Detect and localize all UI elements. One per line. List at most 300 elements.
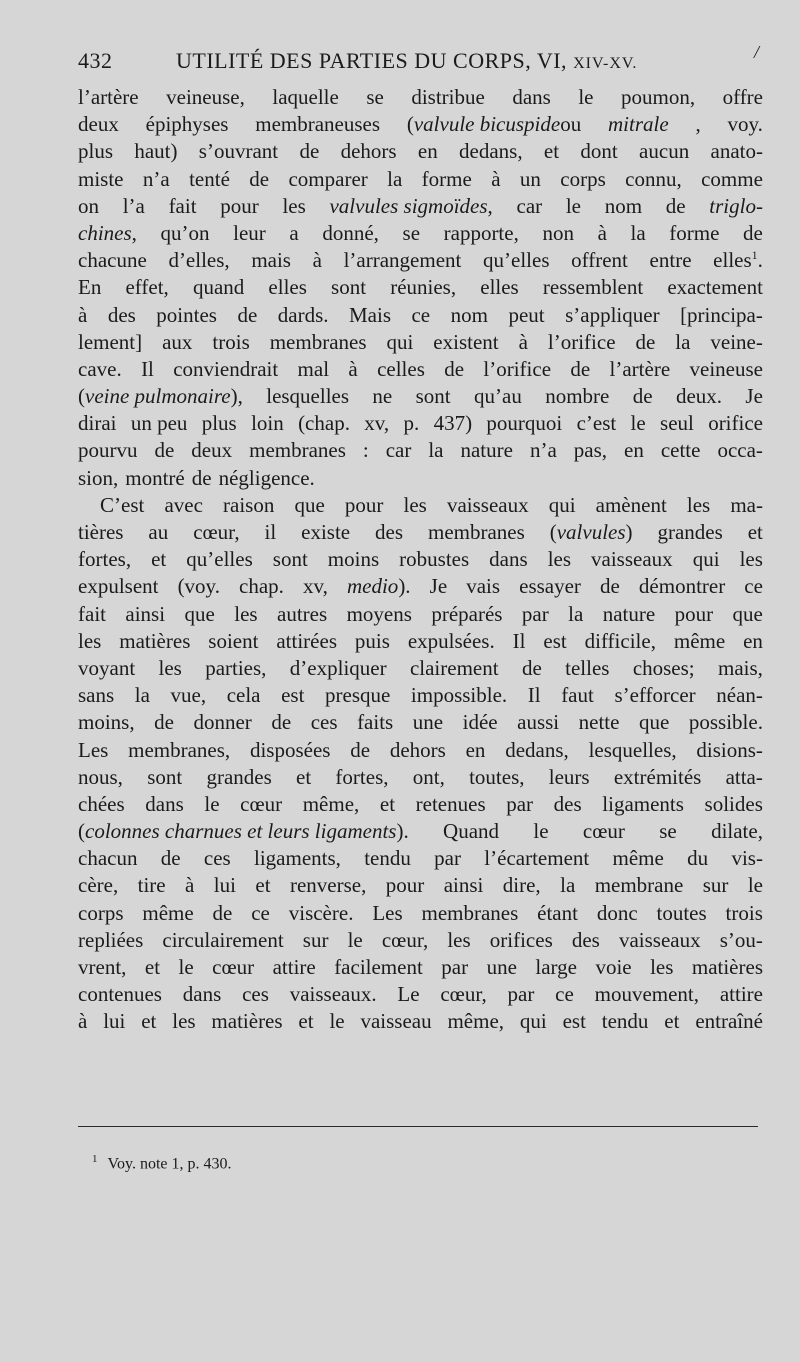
- word-part: aussi: [517, 710, 560, 735]
- word: [380, 791, 395, 818]
- word-part: membranes: [427, 520, 525, 544]
- word: [290, 655, 387, 682]
- word-part: n’a: [142, 166, 170, 191]
- italic-term: mitrale: [608, 112, 669, 137]
- word: [487, 954, 517, 981]
- word-part: et: [664, 1009, 680, 1034]
- word-part: lesquelles: [266, 384, 350, 409]
- word: [204, 791, 219, 818]
- word-part: l’orifice: [547, 329, 616, 354]
- word-part: dirai: [78, 411, 117, 436]
- word-part: la: [568, 601, 584, 626]
- word-part: faut: [561, 683, 594, 708]
- word: [141, 1008, 156, 1035]
- word-part: ligaments,: [254, 846, 341, 871]
- word-part: moins,: [78, 710, 135, 735]
- word-part: ces: [310, 710, 338, 735]
- word-part: dans: [512, 85, 551, 109]
- word-part: au: [148, 520, 169, 544]
- word: [294, 492, 324, 519]
- word-part: Quand: [443, 819, 500, 844]
- word: [730, 492, 763, 519]
- word-part: cœur: [212, 955, 255, 979]
- text-line: [78, 220, 763, 247]
- word-part: orifice: [708, 411, 763, 436]
- word: [716, 682, 763, 709]
- word-part: forme: [669, 220, 720, 245]
- word-part: offre: [722, 85, 763, 109]
- text-line: [78, 138, 763, 165]
- word-part: ce: [555, 982, 574, 1007]
- word-part: à: [185, 873, 195, 898]
- text-line: [78, 111, 763, 138]
- word: [271, 709, 291, 736]
- word-part: toutes,: [469, 764, 525, 789]
- text-line: [78, 709, 763, 736]
- text-line: [78, 818, 763, 845]
- word: [249, 437, 346, 464]
- word-part: ces: [242, 982, 269, 1007]
- word: [164, 492, 202, 519]
- word: [220, 193, 259, 220]
- word: [202, 410, 237, 437]
- word: [154, 709, 174, 736]
- word: [328, 546, 379, 573]
- word-part: vaisseaux: [618, 927, 701, 952]
- word: [517, 709, 559, 736]
- word-part: exactement: [667, 275, 763, 300]
- word: [633, 383, 653, 410]
- word: [447, 1008, 504, 1035]
- word-part: dedans,: [459, 139, 523, 164]
- footnote: [92, 1153, 232, 1173]
- word: [78, 709, 135, 736]
- word-part: raison: [223, 492, 275, 517]
- word: [78, 818, 409, 845]
- word-part: mal: [297, 356, 330, 381]
- word: [659, 818, 677, 845]
- word: [466, 737, 486, 764]
- word: [159, 655, 182, 682]
- word: [186, 546, 252, 573]
- word-part: vis-: [731, 846, 763, 871]
- word: [542, 220, 574, 247]
- word: [416, 383, 451, 410]
- word-part: tire: [137, 873, 166, 898]
- word-part: des: [375, 520, 404, 544]
- word: [255, 872, 270, 899]
- word-part: offrent: [571, 248, 628, 273]
- word: [563, 1008, 586, 1035]
- italic-term: colonnes charnues et leurs ligaments: [85, 819, 397, 844]
- word: [193, 274, 244, 301]
- word: [349, 302, 391, 329]
- word-part: dont: [580, 139, 618, 164]
- word: [428, 437, 443, 464]
- word: [162, 329, 192, 356]
- word: [613, 845, 664, 872]
- word-part: facilement: [334, 955, 423, 979]
- word: [100, 492, 144, 519]
- running-title: [176, 48, 637, 74]
- italic-term: valvule bicuspide: [413, 112, 561, 137]
- word: [624, 437, 644, 464]
- word: [347, 601, 412, 628]
- margin-mark: /: [754, 42, 760, 62]
- word-part: vais: [466, 574, 501, 599]
- word-part: Les: [78, 737, 109, 762]
- word-part: corps: [78, 900, 124, 925]
- word: [543, 628, 566, 655]
- word-part: vaisseaux: [446, 492, 529, 517]
- word: [78, 628, 101, 655]
- word-part: pour: [674, 601, 714, 626]
- word: [675, 601, 714, 628]
- word: [208, 628, 258, 655]
- word-part: fortes,: [78, 547, 132, 572]
- word: [212, 954, 254, 981]
- word: [743, 628, 763, 655]
- word: [723, 84, 763, 111]
- word: [329, 1008, 344, 1035]
- word: [508, 981, 535, 1008]
- word-part: ce: [744, 574, 763, 599]
- word: [212, 329, 249, 356]
- word-part: même: [142, 900, 194, 925]
- word: [434, 410, 473, 437]
- word-part: sur: [702, 873, 729, 898]
- word-part: s’appliquer: [565, 302, 660, 327]
- word: [537, 900, 578, 927]
- word: [447, 492, 529, 519]
- word-part: l’orifice: [483, 356, 552, 381]
- word-part: tières: [78, 520, 124, 544]
- word-part: circulairement: [162, 927, 284, 952]
- word-part: deux.: [675, 384, 723, 409]
- word: [709, 193, 763, 220]
- word: [520, 166, 541, 193]
- word: [687, 845, 708, 872]
- word: [322, 220, 379, 247]
- word-part: de: [635, 329, 656, 354]
- word-part: sion,: [78, 465, 119, 490]
- word-part: qui: [692, 547, 720, 572]
- word: [568, 601, 583, 628]
- footnote-marker: 1: [92, 1153, 98, 1165]
- word-part: disposées: [249, 737, 331, 762]
- word-part: veineuse: [689, 356, 763, 381]
- word: [731, 845, 763, 872]
- word-part: ce: [251, 900, 270, 925]
- word: [543, 274, 643, 301]
- word-part: la: [428, 438, 444, 463]
- word-part: de: [600, 574, 620, 599]
- word-part: celles: [377, 356, 425, 381]
- page-number: 432: [78, 48, 113, 73]
- word-part: veineuse,: [166, 85, 245, 109]
- word-part: matières: [691, 955, 763, 979]
- italic-term: veine pulmonaire: [85, 384, 231, 409]
- word: [78, 465, 118, 492]
- word-part: clairement: [409, 655, 499, 680]
- word-part: ainsi: [125, 601, 166, 626]
- word-part: parties,: [205, 655, 267, 680]
- word-part: des: [107, 302, 136, 327]
- word-part: est: [281, 683, 305, 708]
- word-part: que: [184, 601, 215, 626]
- word: [78, 737, 108, 764]
- word: [610, 356, 671, 383]
- word-part: existe: [301, 520, 351, 544]
- word: [595, 872, 684, 899]
- word-part: elles: [713, 248, 752, 273]
- word-part: C’est: [100, 492, 145, 517]
- word: [78, 954, 126, 981]
- word-part: pointes: [156, 302, 217, 327]
- word: [154, 437, 174, 464]
- word: [78, 410, 116, 437]
- word-part: ,: [131, 220, 137, 245]
- word-part: et: [296, 764, 312, 789]
- word-part: Il: [527, 683, 541, 708]
- word-part: montré: [125, 465, 185, 490]
- word: [199, 138, 278, 165]
- word: [483, 356, 551, 383]
- word: [580, 138, 617, 165]
- word-part: les: [547, 547, 572, 572]
- word: [570, 356, 590, 383]
- word: [433, 329, 498, 356]
- word-part: moyens: [346, 601, 412, 626]
- text-line: [78, 737, 763, 764]
- word-part: toutes: [656, 900, 707, 925]
- word-part: plus: [78, 139, 114, 164]
- word: [608, 111, 669, 138]
- italic-term: valvules sigmoïdes: [329, 193, 488, 218]
- text-line: [78, 519, 763, 546]
- word-part: Les: [372, 900, 403, 925]
- word-part: difficile,: [584, 628, 656, 653]
- word-part: haut): [134, 139, 178, 164]
- word-part: il: [264, 520, 277, 544]
- word-part: se: [659, 819, 677, 844]
- word: [390, 274, 456, 301]
- word-part: le: [565, 193, 581, 218]
- word: [596, 492, 667, 519]
- word: [156, 302, 217, 329]
- word: [108, 302, 136, 329]
- word: [701, 166, 763, 193]
- word-part: à: [491, 166, 501, 191]
- word-part: aucun: [639, 139, 690, 164]
- word: [345, 492, 384, 519]
- word: [273, 954, 316, 981]
- word-part: les: [650, 955, 674, 979]
- word: [78, 601, 106, 628]
- word-part: ,: [695, 112, 701, 137]
- word: [460, 437, 512, 464]
- word-part: trois: [212, 329, 250, 354]
- word: [78, 247, 147, 274]
- word-part: un: [519, 166, 541, 191]
- word: [708, 410, 763, 437]
- word: [726, 900, 763, 927]
- word: [363, 437, 369, 464]
- word: [355, 628, 390, 655]
- word-part: préparés: [431, 601, 503, 626]
- word-part: comparer: [288, 166, 368, 191]
- word: [251, 900, 270, 927]
- word: [703, 872, 729, 899]
- word-part: :: [362, 438, 369, 463]
- word-part: corps: [560, 166, 606, 191]
- word: [560, 872, 575, 899]
- word: [254, 845, 341, 872]
- word: [745, 383, 763, 410]
- word: [145, 954, 160, 981]
- word: [78, 166, 124, 193]
- word-part: loin: [251, 411, 284, 436]
- word: [185, 872, 194, 899]
- word: [591, 546, 673, 573]
- word-part: veine-: [710, 329, 763, 354]
- word-part: effet,: [125, 275, 169, 300]
- word: [561, 682, 594, 709]
- word-part: cère,: [78, 873, 119, 898]
- word: [301, 519, 350, 546]
- word-part: et: [141, 1009, 157, 1034]
- word-part: ont,: [412, 764, 445, 789]
- word-part: une: [486, 955, 517, 979]
- word-part: telles: [565, 655, 610, 680]
- word: [474, 383, 522, 410]
- word-part: s’ouvrant: [198, 139, 279, 164]
- word: [639, 709, 669, 736]
- word-part: les: [739, 547, 763, 572]
- word: [147, 764, 182, 791]
- word: [469, 764, 524, 791]
- word-part: cette: [660, 438, 701, 463]
- word: [572, 927, 600, 954]
- word: [711, 138, 763, 165]
- text-line: [78, 437, 763, 464]
- word-part: xv,: [364, 411, 390, 436]
- word: [173, 356, 278, 383]
- word: [303, 791, 360, 818]
- word-part: le: [630, 411, 646, 436]
- word-part: que: [639, 710, 670, 735]
- word-part: ).: [398, 574, 411, 599]
- word: [123, 193, 145, 220]
- word-part: membranes: [269, 329, 367, 354]
- word: [211, 1008, 282, 1035]
- word: [364, 845, 411, 872]
- word: [528, 682, 541, 709]
- word: [386, 437, 412, 464]
- word-part: le: [347, 927, 363, 952]
- word: [579, 709, 620, 736]
- word: [78, 437, 138, 464]
- word: [335, 764, 388, 791]
- word-part: atta-: [725, 764, 763, 789]
- word: [605, 193, 642, 220]
- text-line: [78, 682, 763, 709]
- word: [399, 546, 469, 573]
- word: [179, 954, 194, 981]
- text-line: [78, 791, 763, 818]
- word: [549, 492, 576, 519]
- word-part: tendu: [601, 1009, 649, 1034]
- word: [713, 247, 763, 274]
- word: [428, 519, 525, 546]
- word: [720, 981, 763, 1008]
- word-part: le: [533, 819, 549, 844]
- word-part: .: [757, 248, 763, 273]
- word: [131, 410, 188, 437]
- word: [78, 1008, 87, 1035]
- word: [78, 356, 122, 383]
- word-part: qu’elles: [483, 248, 550, 273]
- word-part: pas,: [573, 438, 608, 463]
- word: [348, 356, 357, 383]
- word-part: par: [507, 982, 535, 1007]
- word: [372, 383, 392, 410]
- word-part: cœur: [582, 819, 625, 844]
- word: [554, 791, 582, 818]
- word: [166, 84, 245, 111]
- word: [676, 383, 722, 410]
- word-part: étant: [537, 900, 578, 925]
- word-part: dehors: [340, 139, 397, 164]
- word: [680, 302, 763, 329]
- text-line: [78, 383, 763, 410]
- word-part: de: [249, 166, 270, 191]
- word-part: impossible.: [410, 683, 508, 708]
- word: [78, 138, 113, 165]
- word: [242, 981, 269, 1008]
- word: [522, 655, 542, 682]
- word: [489, 546, 528, 573]
- word-part: se: [402, 220, 421, 245]
- word-part: réunies,: [390, 275, 457, 300]
- word-part: cave.: [78, 356, 122, 381]
- word-part: de: [154, 438, 175, 463]
- word: [548, 329, 616, 356]
- word: [674, 628, 725, 655]
- word-part: de: [665, 193, 686, 218]
- word-part: et: [543, 139, 560, 164]
- word-part: miste: [78, 166, 124, 191]
- word: [740, 546, 763, 573]
- word: [250, 737, 331, 764]
- word-part: cœur: [240, 791, 283, 816]
- word: [440, 981, 486, 1008]
- word: [444, 872, 484, 899]
- word: [508, 302, 544, 329]
- word: [281, 682, 304, 709]
- word-part: le: [178, 955, 194, 979]
- word-part: par: [506, 791, 534, 816]
- word-part: l’a: [122, 193, 145, 218]
- body-text: [78, 84, 763, 1036]
- word-part: à: [518, 329, 528, 354]
- word: [413, 709, 443, 736]
- word-part: les: [172, 1009, 196, 1034]
- word: [513, 628, 526, 655]
- text-line: [78, 573, 763, 600]
- word: [566, 193, 581, 220]
- word: [125, 274, 168, 301]
